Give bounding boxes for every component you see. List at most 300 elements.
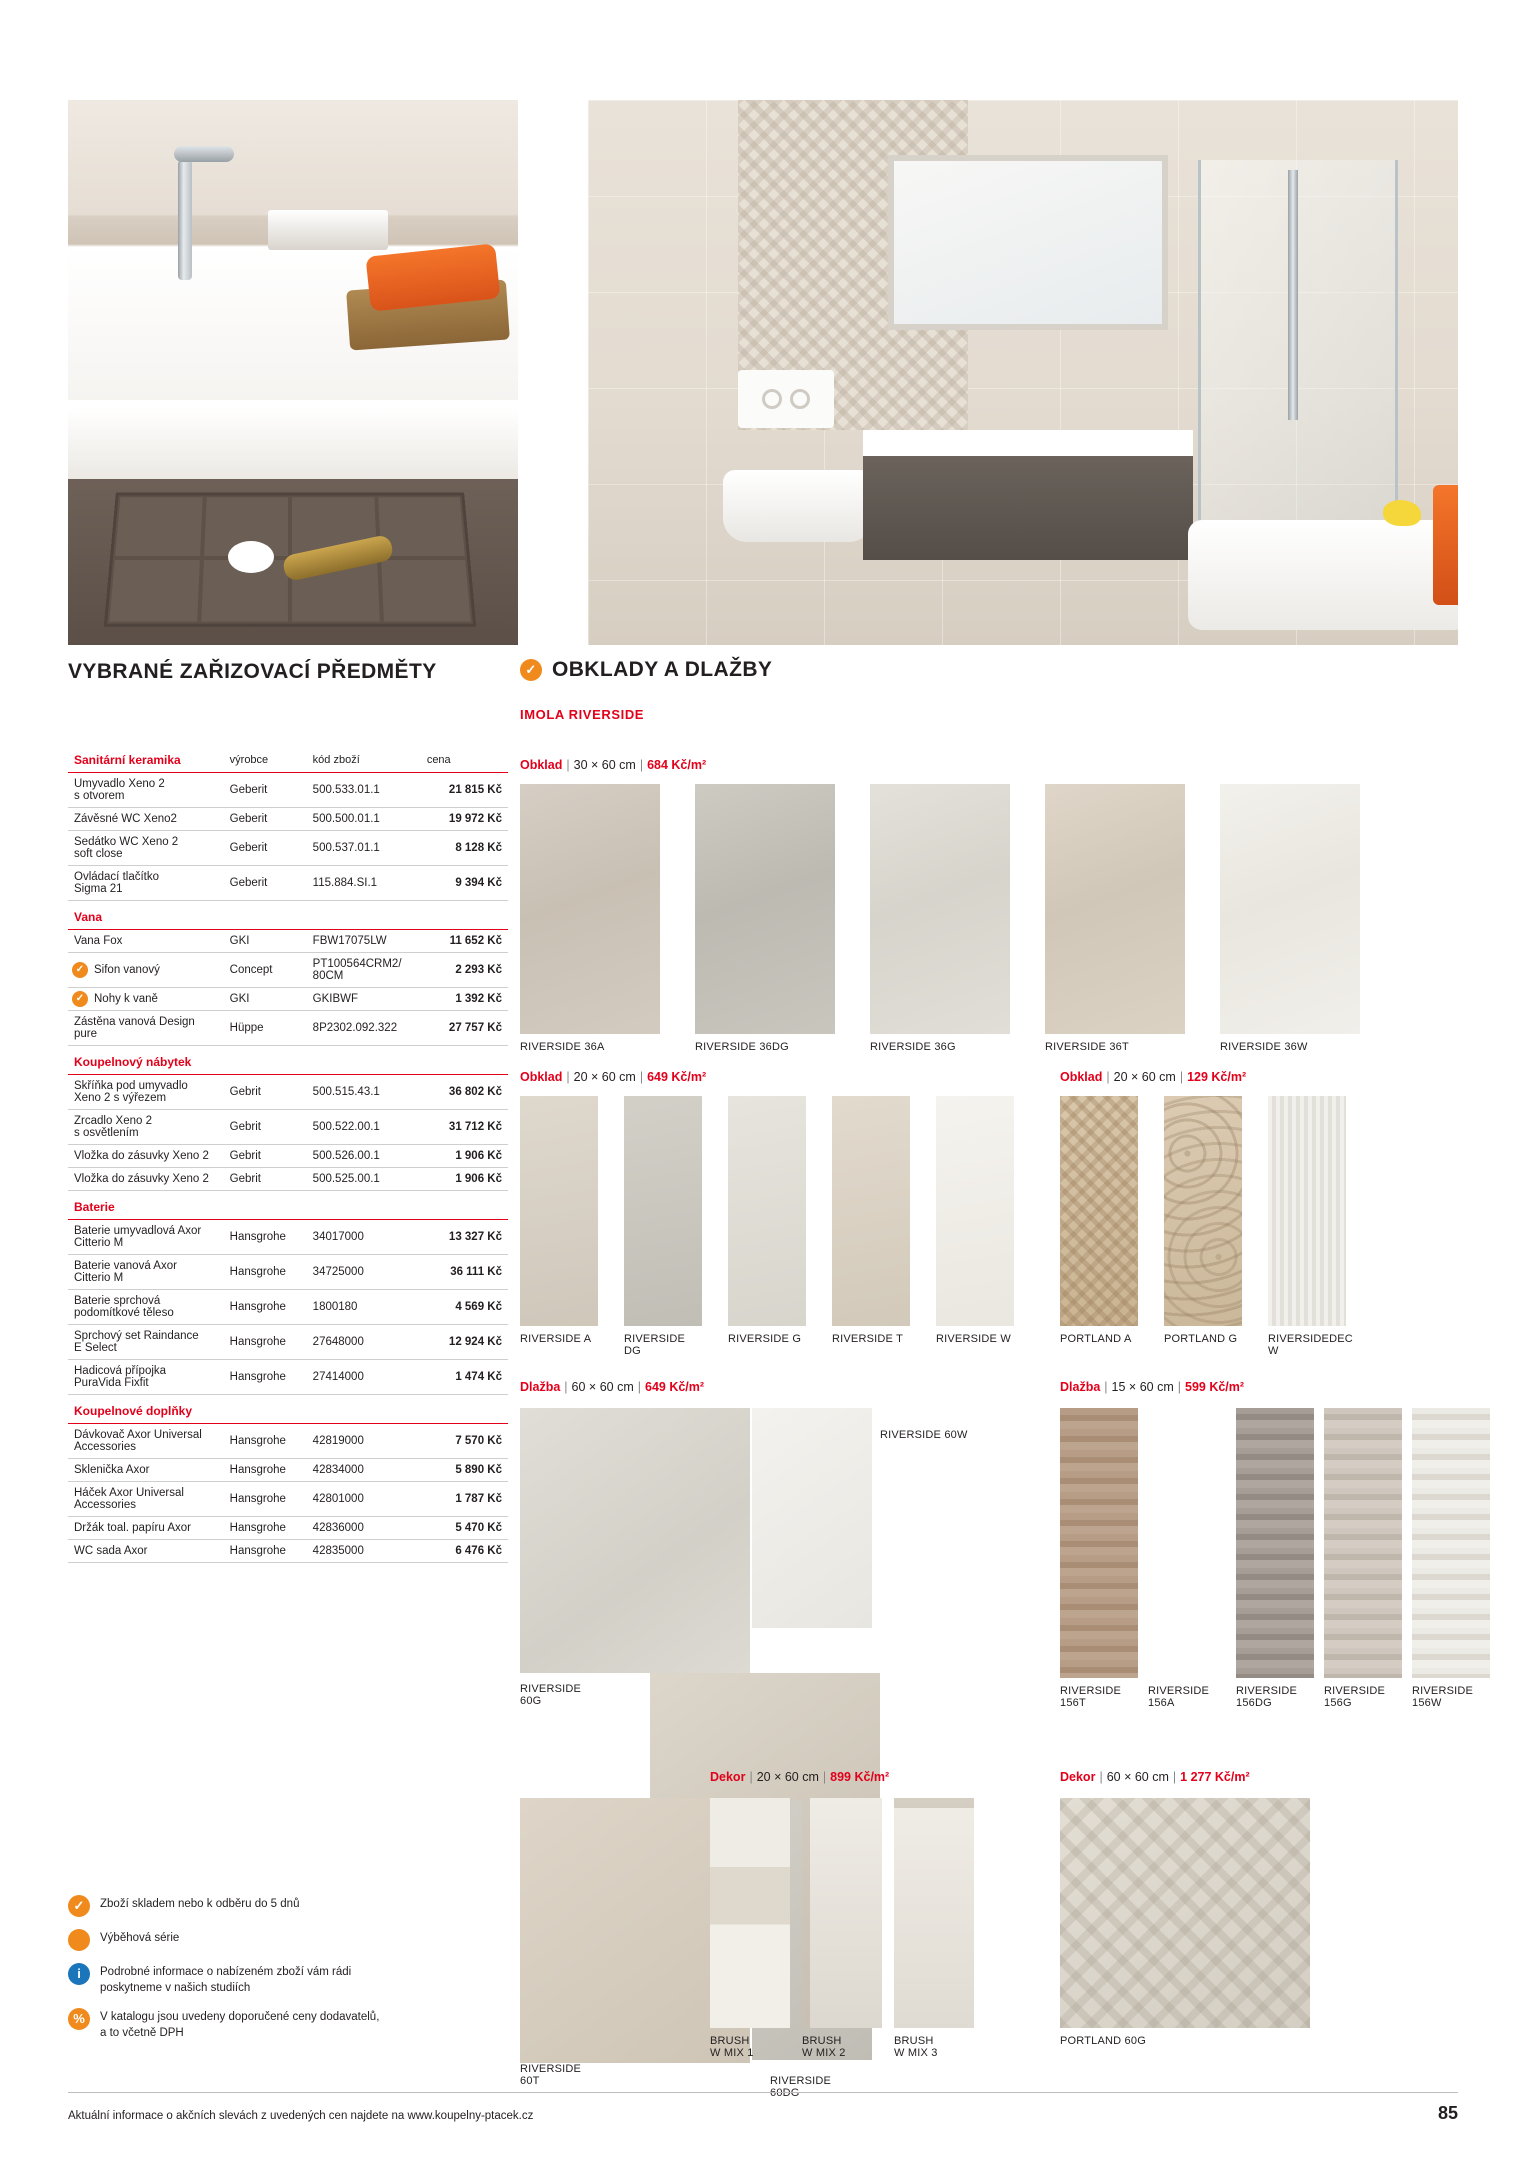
bathroom-image — [588, 100, 1458, 645]
photo-bathroom — [588, 100, 1458, 645]
tile-group-label: Dekor | 20 × 60 cm | 899 Kč/m² — [710, 1770, 890, 1784]
manufacturer-cell: Geberit — [224, 831, 307, 866]
table-header-row — [68, 748, 508, 773]
tile-caption: RIVERSIDE W — [936, 1333, 1011, 1345]
table-row — [68, 773, 508, 808]
tile-image — [802, 1798, 882, 2028]
tile-caption: RIVERSIDE 60G — [520, 1683, 582, 1707]
product-code-cell: 500.500.01.1 — [307, 808, 421, 831]
product-code-cell: 27414000 — [307, 1360, 421, 1395]
product-name: Sifon vanový — [94, 964, 160, 976]
page-footer — [68, 2092, 1458, 2124]
tile-type: Dekor — [1060, 1770, 1096, 1784]
tile-image[interactable] — [752, 1408, 872, 1628]
tile-swatch[interactable] — [1148, 1408, 1226, 1709]
tile-swatch[interactable] — [1236, 1408, 1314, 1709]
manufacturer-cell: Hansgrohe — [224, 1482, 307, 1517]
table-column-header: cena — [421, 748, 508, 773]
table-column-header: výrobce — [224, 748, 307, 773]
product-name-cell — [68, 1290, 224, 1325]
manufacturer-cell: Hansgrohe — [224, 1540, 307, 1563]
price-cell: 1 906 Kč — [421, 1145, 508, 1168]
price-cell: 8 128 Kč — [421, 831, 508, 866]
table-column-header — [224, 905, 307, 930]
tile-image — [1220, 784, 1360, 1034]
table-category-label: Baterie — [68, 1195, 224, 1220]
product-name-cell — [68, 1459, 224, 1482]
product-code-cell: 500.537.01.1 — [307, 831, 421, 866]
left-section-title: VYBRANÉ ZAŘIZOVACÍ PŘEDMĚTY — [68, 660, 437, 683]
tile-swatch-row — [1060, 1408, 1490, 1709]
tile-image — [832, 1096, 910, 1326]
tile-size: 15 × 60 cm — [1111, 1380, 1174, 1394]
product-name: Baterie umyvadlová Axor Citterio M — [74, 1225, 202, 1249]
manufacturer-cell: Hansgrohe — [224, 1459, 307, 1482]
tile-type: Dekor — [710, 1770, 746, 1784]
rubber-duck-shape — [1383, 500, 1421, 526]
tile-group-label: Dekor | 60 × 60 cm | 1 277 Kč/m² — [1060, 1770, 1250, 1784]
product-table — [68, 905, 508, 1046]
tile-type: Dlažba — [520, 1380, 561, 1394]
table-row — [68, 1110, 508, 1145]
price-cell: 36 111 Kč — [421, 1255, 508, 1290]
product-name-cell — [68, 1145, 224, 1168]
tile-caption: BRUSH W MIX 2 — [802, 2035, 846, 2059]
table-category-label: Sanitární keramika — [68, 748, 224, 773]
manufacturer-cell: Hansgrohe — [224, 1220, 307, 1255]
page-number: 85 — [1437, 2103, 1458, 2123]
tile-image — [1324, 1408, 1402, 1678]
tile-caption: RIVERSIDE T — [832, 1333, 904, 1345]
faucet-shape — [178, 160, 192, 280]
product-code-cell: 42834000 — [307, 1459, 421, 1482]
table-column-header — [224, 1050, 307, 1075]
price-cell: 5 470 Kč — [421, 1517, 508, 1540]
product-table — [68, 1050, 508, 1191]
tile-type: Obklad — [1060, 1070, 1103, 1084]
product-name-cell — [68, 930, 224, 953]
tile-size: 20 × 60 cm — [573, 1070, 636, 1084]
product-code-cell: 42801000 — [307, 1482, 421, 1517]
tile-image — [1060, 1096, 1138, 1326]
table-header-row — [68, 905, 508, 930]
table-row — [68, 808, 508, 831]
tile-price: 684 Kč/m² — [647, 758, 707, 772]
product-name: WC sada Axor — [74, 1545, 148, 1557]
product-name: Vana Fox — [74, 935, 123, 947]
tile-swatch[interactable] — [695, 784, 835, 1053]
price-cell: 36 802 Kč — [421, 1075, 508, 1110]
tile-swatch[interactable] — [1220, 784, 1360, 1053]
tile-caption: RIVERSIDE 36W — [1220, 1041, 1308, 1053]
product-code-cell: 34017000 — [307, 1220, 421, 1255]
table-row — [68, 1325, 508, 1360]
tile-swatch[interactable] — [1045, 784, 1185, 1053]
tile-caption: RIVERSIDE 36DG — [695, 1041, 789, 1053]
mirror-shape — [888, 155, 1168, 330]
tile-price: 649 Kč/m² — [645, 1380, 705, 1394]
price-cell: 4 569 Kč — [421, 1290, 508, 1325]
stock-icon: ✓ — [68, 1895, 90, 1917]
price-cell: 13 327 Kč — [421, 1220, 508, 1255]
product-code-cell: GKIBWF — [307, 988, 421, 1011]
tile-swatch[interactable] — [1324, 1408, 1402, 1709]
product-name-cell — [68, 831, 224, 866]
table-row — [68, 1290, 508, 1325]
tile-image — [710, 1798, 790, 2028]
manufacturer-cell: Hansgrohe — [224, 1325, 307, 1360]
manufacturer-cell: Hansgrohe — [224, 1360, 307, 1395]
price-cell: 1 906 Kč — [421, 1168, 508, 1191]
product-table — [68, 1195, 508, 1395]
product-name: Baterie sprchová podomítkové těleso — [74, 1295, 174, 1319]
tile-size: 20 × 60 cm — [756, 1770, 819, 1784]
table-row — [68, 1075, 508, 1110]
tile-caption: RIVERSIDE 36T — [1045, 1041, 1129, 1053]
product-code-cell: 1800180 — [307, 1290, 421, 1325]
legend-text: V katalogu jsou uvedeny doporučené ceny dodavatelů, a to včetně DPH — [100, 2011, 380, 2039]
stock-icon: ✓ — [72, 991, 88, 1007]
tile-size: 60 × 60 cm — [571, 1380, 634, 1394]
table-header-row — [68, 1195, 508, 1220]
legend-item — [68, 1895, 508, 1917]
product-name: Zrcadlo Xeno 2 s osvětlením — [74, 1115, 152, 1139]
product-name-cell — [68, 1220, 224, 1255]
manufacturer-cell: Concept — [224, 953, 307, 988]
manufacturer-cell: Hansgrohe — [224, 1517, 307, 1540]
price-cell: 19 972 Kč — [421, 808, 508, 831]
manufacturer-cell: Gebrit — [224, 1110, 307, 1145]
product-code-cell: FBW17075LW — [307, 930, 421, 953]
tile-price: 649 Kč/m² — [647, 1070, 707, 1084]
product-name-cell — [68, 808, 224, 831]
product-tables — [68, 748, 508, 1567]
table-row — [68, 866, 508, 901]
tile-caption: RIVERSIDE 156T — [1060, 1685, 1122, 1709]
tile-caption: RIVERSIDE 36A — [520, 1041, 605, 1053]
product-code-cell: 500.525.00.1 — [307, 1168, 421, 1191]
product-name-cell — [68, 866, 224, 901]
tile-type: Obklad — [520, 1070, 563, 1084]
product-table — [68, 1399, 508, 1563]
tile-image — [1060, 1798, 1310, 2028]
vanity-shape — [863, 430, 1193, 560]
product-name-cell — [68, 1517, 224, 1540]
tile-image — [520, 1096, 598, 1326]
tile-price: 129 Kč/m² — [1187, 1070, 1247, 1084]
tile-swatch[interactable] — [832, 1096, 910, 1357]
tile-caption: BRUSH W MIX 1 — [710, 2035, 754, 2059]
product-code-cell: 34725000 — [307, 1255, 421, 1290]
price-cell: 1 474 Kč — [421, 1360, 508, 1395]
price-cell: 7 570 Kč — [421, 1424, 508, 1459]
product-name-cell — [68, 988, 224, 1011]
table-row — [68, 1168, 508, 1191]
product-name: Sklenička Axor — [74, 1464, 150, 1476]
tile-swatch-row — [520, 784, 1360, 1053]
footer-note: Aktuální informace o akčních slevách z uvedených cen najdete na www.koupelny-ptacek.cz — [68, 2110, 534, 2122]
tile-swatch-row — [710, 1798, 974, 2059]
table-column-header — [421, 905, 508, 930]
product-code-cell: 500.515.43.1 — [307, 1075, 421, 1110]
tile-swatch[interactable] — [802, 1798, 882, 2059]
product-name-cell — [68, 1540, 224, 1563]
product-name: Zástěna vanová Design pure — [74, 1016, 195, 1040]
tile-price: 599 Kč/m² — [1185, 1380, 1245, 1394]
price-cell: 2 293 Kč — [421, 953, 508, 988]
product-name: Baterie vanová Axor Citterio M — [74, 1260, 177, 1284]
product-name: Vložka do zásuvky Xeno 2 — [74, 1150, 209, 1162]
product-code-cell: 42836000 — [307, 1517, 421, 1540]
product-name: Sprchový set Raindance E Select — [74, 1330, 199, 1354]
table-row — [68, 1482, 508, 1517]
product-name: Ovládací tlačítko Sigma 21 — [74, 871, 160, 895]
table-column-header — [224, 1399, 307, 1424]
manufacturer-cell: Hüppe — [224, 1011, 307, 1046]
tile-image — [695, 784, 835, 1034]
toilet-shape — [723, 470, 873, 542]
product-name: Nohy k vaně — [94, 993, 158, 1005]
tile-size: 30 × 60 cm — [573, 758, 636, 772]
table-row — [68, 1517, 508, 1540]
table-row — [68, 1540, 508, 1563]
tile-type: Obklad — [520, 758, 563, 772]
shower-rail-shape — [1288, 170, 1298, 420]
manufacturer-cell: GKI — [224, 930, 307, 953]
tile-type: Dlažba — [1060, 1380, 1101, 1394]
table-column-header — [421, 1399, 508, 1424]
tile-image — [1268, 1096, 1346, 1326]
right-section-label: OBKLADY A DLAŽBY — [552, 658, 773, 681]
product-table — [68, 748, 508, 901]
manufacturer-cell: Gebrit — [224, 1168, 307, 1191]
table-row — [68, 1220, 508, 1255]
product-name-cell — [68, 1075, 224, 1110]
product-name-cell — [68, 1482, 224, 1517]
table-header-row — [68, 1050, 508, 1075]
price-cell: 31 712 Kč — [421, 1110, 508, 1145]
tile-caption: PORTLAND 60G — [1060, 2035, 1146, 2047]
product-name: Držák toal. papíru Axor — [74, 1522, 191, 1534]
table-column-header — [307, 1399, 421, 1424]
manufacturer-cell: Hansgrohe — [224, 1255, 307, 1290]
tile-swatch[interactable] — [1412, 1408, 1490, 1709]
flower-shape — [228, 541, 274, 573]
tile-caption: RIVERSIDE 156G — [1324, 1685, 1386, 1709]
tile-swatch[interactable] — [1060, 1408, 1138, 1709]
manufacturer-cell: Hansgrohe — [224, 1424, 307, 1459]
tile-caption: RIVERSIDE A — [520, 1333, 592, 1345]
product-name-cell — [68, 953, 224, 988]
tile-caption: PORTLAND G — [1164, 1333, 1238, 1345]
orange-towel-shape — [1433, 485, 1458, 605]
tile-caption: RIVERSIDE 60W — [880, 1429, 968, 1441]
manufacturer-cell: GKI — [224, 988, 307, 1011]
tile-group-label: Obklad | 30 × 60 cm | 684 Kč/m² — [520, 758, 707, 772]
tile-group-label: Dlažba | 15 × 60 cm | 599 Kč/m² — [1060, 1380, 1245, 1394]
tile-swatch[interactable] — [870, 784, 1010, 1053]
tile-image — [936, 1096, 1014, 1326]
tile-caption: RIVERSIDEDEC W — [1268, 1333, 1353, 1357]
product-code-cell: 500.526.00.1 — [307, 1145, 421, 1168]
right-section-title — [520, 658, 772, 682]
legend-item — [68, 2008, 508, 2041]
table-row — [68, 988, 508, 1011]
product-name: Sedátko WC Xeno 2 soft close — [74, 836, 179, 860]
manufacturer-cell: Gebrit — [224, 1145, 307, 1168]
product-name: Vložka do zásuvky Xeno 2 — [74, 1173, 209, 1185]
table-column-header — [421, 1050, 508, 1075]
product-code-cell: 115.884.SI.1 — [307, 866, 421, 901]
table-column-header — [307, 905, 421, 930]
product-name-cell — [68, 1110, 224, 1145]
tile-swatch[interactable] — [1060, 1096, 1138, 1357]
soap-dish-shape — [268, 210, 388, 250]
table-category-label: Koupelnový nábytek — [68, 1050, 224, 1075]
tile-swatch[interactable] — [520, 784, 660, 1053]
product-code-cell: 27648000 — [307, 1325, 421, 1360]
price-cell: 27 757 Kč — [421, 1011, 508, 1046]
tile-caption: RIVERSIDE DG — [624, 1333, 686, 1357]
product-name-cell — [68, 773, 224, 808]
stock-icon: ✓ — [72, 962, 88, 978]
tile-caption: RIVERSIDE G — [728, 1333, 802, 1345]
tile-image — [870, 784, 1010, 1034]
tile-swatch[interactable] — [728, 1096, 806, 1357]
tile-image — [624, 1096, 702, 1326]
tile-swatch-row — [520, 1096, 1014, 1357]
legend-text: Výběhová série — [100, 1932, 180, 1944]
product-name: Háček Axor Universal Accessories — [74, 1487, 184, 1511]
table-category-label: Vana — [68, 905, 224, 930]
tile-image — [728, 1096, 806, 1326]
tile-size: 60 × 60 cm — [1106, 1770, 1169, 1784]
tile-caption: RIVERSIDE 60DG — [770, 2075, 832, 2099]
legend-block — [68, 1895, 508, 2053]
tile-image — [1236, 1408, 1314, 1678]
legend-item — [68, 1929, 508, 1951]
table-row — [68, 1459, 508, 1482]
price-cell: 1 787 Kč — [421, 1482, 508, 1517]
photo-drawer — [68, 408, 518, 645]
table-row — [68, 831, 508, 866]
tile-swatch[interactable] — [710, 1798, 790, 2059]
table-row — [68, 1011, 508, 1046]
tile-swatch[interactable] — [1268, 1096, 1353, 1357]
tub-edge-shape — [68, 408, 518, 479]
product-code-cell: 42835000 — [307, 1540, 421, 1563]
tile-image — [1060, 1408, 1138, 1678]
tile-swatch-row — [1060, 1096, 1353, 1357]
tile-image — [894, 1798, 974, 2028]
product-code-cell: PT100564CRM2/80CM — [307, 953, 421, 988]
brand-subtitle: IMOLA RIVERSIDE — [520, 707, 645, 722]
photo-gallery — [68, 100, 1458, 645]
table-header-row — [68, 1399, 508, 1424]
tile-caption: RIVERSIDE 60T — [520, 2063, 582, 2087]
manufacturer-cell: Geberit — [224, 866, 307, 901]
availability-icon: ✓ — [520, 659, 542, 681]
table-column-header — [421, 1195, 508, 1220]
tile-swatch[interactable] — [1164, 1096, 1242, 1357]
table-category-label: Koupelnové doplňky — [68, 1399, 224, 1424]
price-cell: 5 890 Kč — [421, 1459, 508, 1482]
tile-image[interactable] — [520, 1408, 750, 1673]
tile-swatch[interactable] — [1060, 1798, 1310, 2047]
table-row — [68, 1145, 508, 1168]
tile-price: 1 277 Kč/m² — [1180, 1770, 1250, 1784]
manufacturer-cell: Geberit — [224, 808, 307, 831]
product-name-cell — [68, 1325, 224, 1360]
tile-swatch[interactable] — [624, 1096, 702, 1357]
price-cell: 11 652 Kč — [421, 930, 508, 953]
manufacturer-cell: Geberit — [224, 773, 307, 808]
product-name-cell — [68, 1168, 224, 1191]
tile-image — [1148, 1408, 1226, 1678]
product-name-cell — [68, 1255, 224, 1290]
tile-caption: RIVERSIDE 156A — [1148, 1685, 1210, 1709]
product-name: Hadicová přípojka PuraVida Fixfit — [74, 1365, 167, 1389]
bathtub-shape — [1188, 520, 1458, 630]
tile-group-label: Obklad | 20 × 60 cm | 129 Kč/m² — [1060, 1070, 1247, 1084]
price-cell: 12 924 Kč — [421, 1325, 508, 1360]
shower-glass-shape — [1198, 160, 1398, 530]
tile-caption: BRUSH W MIX 3 — [894, 2035, 938, 2059]
tile-image — [1045, 784, 1185, 1034]
product-name: Umyvadlo Xeno 2 s otvorem — [74, 778, 165, 802]
tile-caption: RIVERSIDE 156W — [1412, 1685, 1474, 1709]
product-code-cell: 8P2302.092.322 — [307, 1011, 421, 1046]
price-cell: 1 392 Kč — [421, 988, 508, 1011]
tile-group-label: Obklad | 20 × 60 cm | 649 Kč/m² — [520, 1070, 707, 1084]
manufacturer-cell: Gebrit — [224, 1075, 307, 1110]
table-column-header: kód zboží — [307, 748, 421, 773]
clearance-icon — [68, 1929, 90, 1951]
product-name-cell — [68, 1011, 224, 1046]
tile-swatch[interactable] — [520, 1096, 598, 1357]
tile-swatch[interactable] — [936, 1096, 1014, 1357]
product-code-cell: 500.522.00.1 — [307, 1110, 421, 1145]
info-icon: i — [68, 1963, 90, 1985]
product-name: Závěsné WC Xeno2 — [74, 813, 177, 825]
tile-price: 899 Kč/m² — [830, 1770, 890, 1784]
table-column-header — [224, 1195, 307, 1220]
price-cell: 21 815 Kč — [421, 773, 508, 808]
washbasin-image — [68, 100, 518, 400]
tile-caption: RIVERSIDE 36G — [870, 1041, 956, 1053]
price-note-icon: % — [68, 2008, 90, 2030]
photo-washbasin — [68, 100, 518, 400]
table-row — [68, 930, 508, 953]
table-row — [68, 953, 508, 988]
tile-swatch[interactable] — [894, 1798, 974, 2059]
product-name-cell — [68, 1424, 224, 1459]
tile-caption: RIVERSIDE 156DG — [1236, 1685, 1298, 1709]
tile-image — [1164, 1096, 1242, 1326]
legend-item — [68, 1963, 508, 1996]
product-name-cell — [68, 1360, 224, 1395]
product-code-cell: 42819000 — [307, 1424, 421, 1459]
tile-group-label: Dlažba | 60 × 60 cm | 649 Kč/m² — [520, 1380, 705, 1394]
product-name: Skříňka pod umyvadlo Xeno 2 s výřezem — [74, 1080, 188, 1104]
tile-caption: PORTLAND A — [1060, 1333, 1132, 1345]
table-row — [68, 1424, 508, 1459]
legend-text: Zboží skladem nebo k odběru do 5 dnů — [100, 1898, 300, 1910]
price-cell: 6 476 Kč — [421, 1540, 508, 1563]
tile-size: 20 × 60 cm — [1113, 1070, 1176, 1084]
drawer-image — [68, 408, 518, 645]
product-code-cell: 500.533.01.1 — [307, 773, 421, 808]
